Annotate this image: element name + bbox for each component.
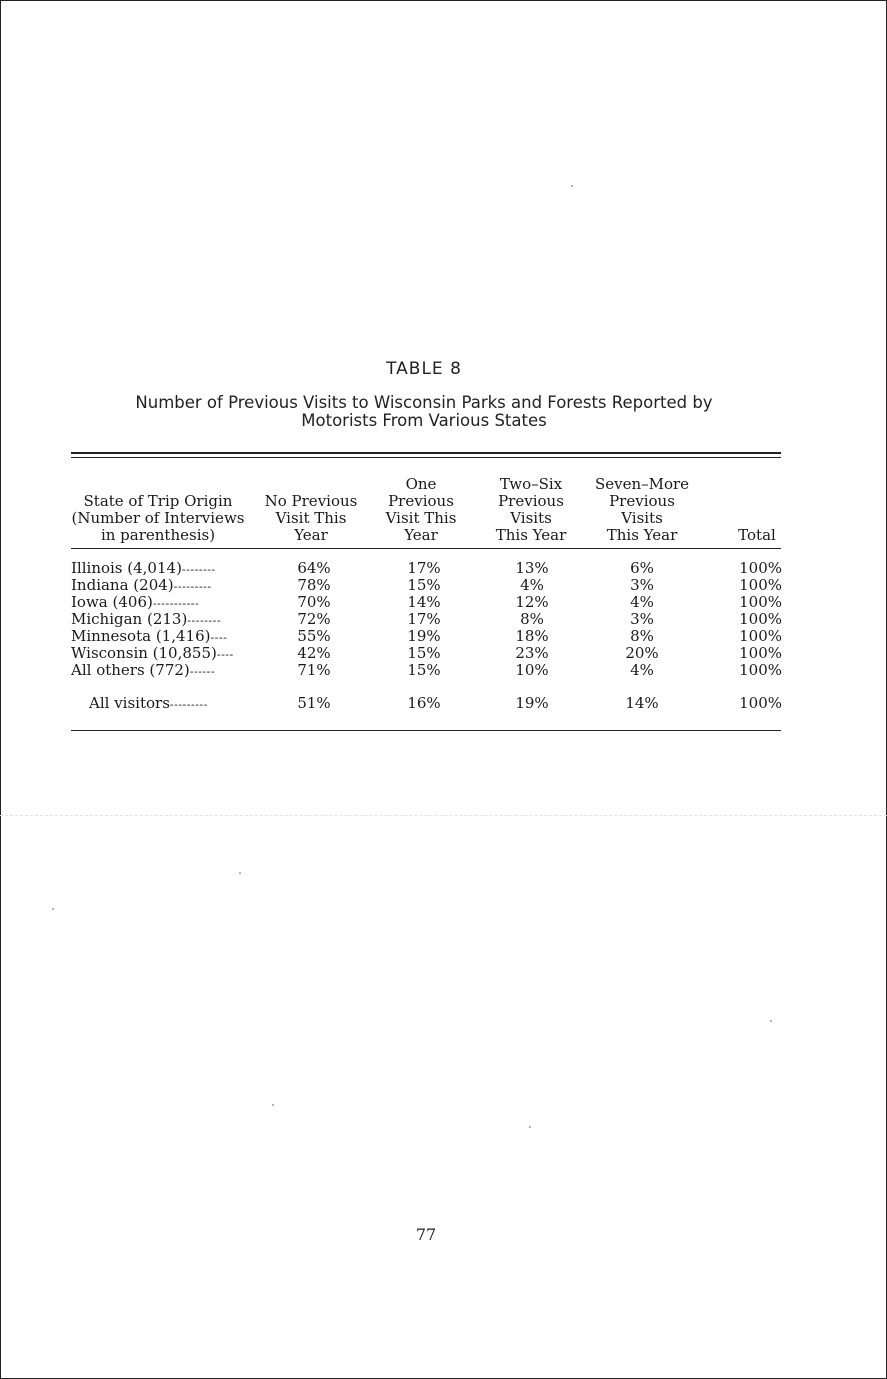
header-two-six-visits [478,474,584,544]
table-bottom-rule [71,730,781,731]
cell-no-previous: 64% [297,559,331,577]
header-one-previous-visit [371,474,471,544]
page-number: 77 [415,1225,437,1244]
cell-two-six: 4% [520,576,544,594]
cell-two-six: 18% [515,627,549,645]
page-fold-line [0,815,887,816]
cell-total: 100% [739,576,782,594]
table-row [71,628,783,645]
cell-seven-more: 14% [625,694,659,712]
table-row [71,594,783,611]
header-line: One [405,475,437,493]
header-line: Year [294,526,328,544]
header-line: Seven–More [594,475,690,493]
cell-no-previous: 42% [297,644,331,662]
header-line: Visit This [275,509,347,527]
cell-seven-more: 3% [630,576,654,594]
cell-one-previous: 15% [407,644,441,662]
paper-speck [52,908,54,910]
dot-leader: -------- [181,563,216,576]
header-line: This Year [495,526,567,544]
paper-speck [239,872,241,874]
paper-speck [272,1104,274,1106]
row-state-label: Indiana (204) [71,576,174,594]
header-line: Previous [388,492,454,510]
paper-speck [770,1020,772,1022]
cell-two-six: 13% [515,559,549,577]
cell-two-six: 10% [515,661,549,679]
table-row [71,577,783,594]
cell-one-previous: 19% [407,627,441,645]
cell-no-previous: 72% [297,610,331,628]
header-total [724,474,790,544]
table-row [71,560,783,577]
cell-total: 100% [739,644,782,662]
cell-two-six: 23% [515,644,549,662]
cell-seven-more: 3% [630,610,654,628]
dot-leader: ---- [216,648,234,661]
cell-one-previous: 17% [407,610,441,628]
table-title-line: Motorists From Various States [301,411,547,430]
header-line: Previous [609,492,675,510]
cell-two-six: 19% [515,694,549,712]
table-title-line: Number of Previous Visits to Wisconsin Parks and Forests Reported by [135,393,713,412]
dot-leader: --------- [173,580,212,593]
cell-no-previous: 70% [297,593,331,611]
dot-leader: -------- [187,614,222,627]
row-state-label: All visitors [89,694,170,712]
cell-one-previous: 15% [407,576,441,594]
cell-no-previous: 78% [297,576,331,594]
cell-seven-more: 8% [630,627,654,645]
cell-one-previous: 16% [407,694,441,712]
dot-leader: ------ [189,665,216,678]
cell-total: 100% [739,593,782,611]
header-line: Previous [498,492,564,510]
cell-one-previous: 14% [407,593,441,611]
header-line: Visit This [385,509,457,527]
row-state [89,695,279,713]
row-state-label: Michigan (213) [71,610,188,628]
cell-total: 100% [739,610,782,628]
header-line: Visits [510,509,552,527]
cell-seven-more: 6% [630,559,654,577]
cell-seven-more: 4% [630,593,654,611]
dot-leader: --------- [169,698,208,711]
header-line: Visits [621,509,663,527]
cell-two-six: 8% [520,610,544,628]
table-row [71,611,783,628]
paper-speck [571,185,573,187]
header-rule [71,548,781,549]
cell-total: 100% [739,559,782,577]
cell-seven-more: 4% [630,661,654,679]
header-line: Two–Six [499,475,563,493]
table-top-rule [71,452,781,458]
header-no-previous-visit [256,474,366,544]
cell-no-previous: 71% [297,661,331,679]
dot-leader: ----------- [152,597,200,610]
header-line: (Number of Interviews [71,509,245,527]
table-row [71,645,783,662]
dot-leader: ---- [210,631,228,644]
cell-no-previous: 51% [297,694,331,712]
header-line: This Year [606,526,678,544]
table-title [80,394,768,430]
row-state-label: Minnesota (1,416) [71,627,211,645]
table-label: TABLE 8 [386,359,462,379]
cell-one-previous: 15% [407,661,441,679]
row-state [71,662,261,680]
cell-total: 100% [739,694,782,712]
cell-one-previous: 17% [407,559,441,577]
cell-total: 100% [739,627,782,645]
table-row [71,662,783,679]
header-state-of-origin [64,474,252,544]
cell-no-previous: 55% [297,627,331,645]
row-state-label: Wisconsin (10,855) [71,644,217,662]
header-seven-more-visits [586,474,698,544]
cell-seven-more: 20% [625,644,659,662]
row-state-label: Iowa (406) [71,593,153,611]
row-state-label: All others (772) [71,661,190,679]
paper-speck [529,1126,531,1128]
header-line: Total [738,526,776,544]
header-line: No Previous [264,492,358,510]
cell-total: 100% [739,661,782,679]
header-line: State of Trip Origin [83,492,233,510]
cell-two-six: 12% [515,593,549,611]
header-line: Year [404,526,438,544]
row-state-label: Illinois (4,014) [71,559,182,577]
header-line: in parenthesis) [100,526,216,544]
table-total-row [71,695,783,712]
